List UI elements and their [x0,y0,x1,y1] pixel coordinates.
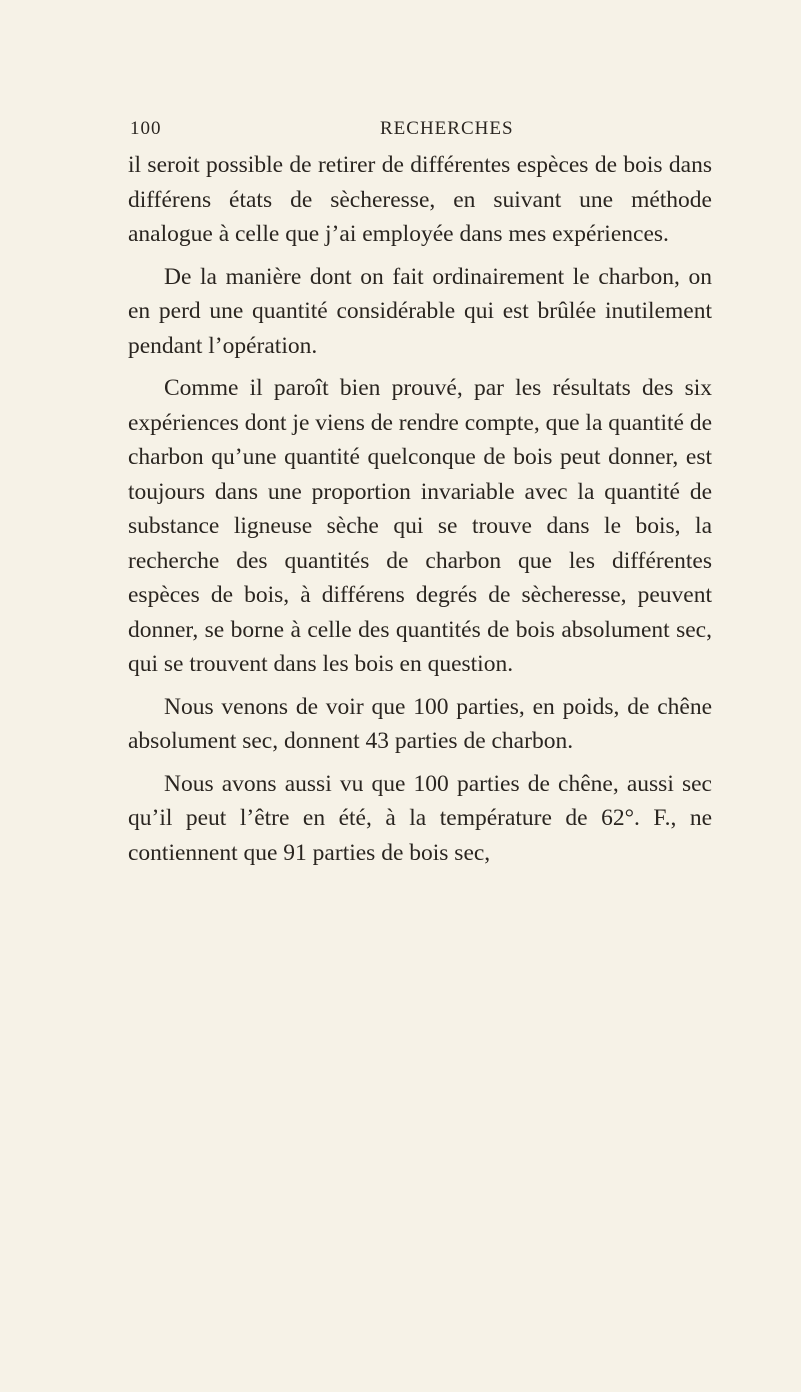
body-text [128,148,712,870]
page-header [130,118,710,144]
running-head: RECHERCHES [380,118,514,139]
paragraph-continuation: il seroit possible de retirer de différentes espèces de bois dans différens états de sècheresse, en suivant une méthode analogue à celle que j’ai employée dans mes expériences. [128,152,712,247]
paragraph-chene-ete: Nous avons aussi vu que 100 parties de chêne, aussi sec qu’il peut l’être en été, à la température de 62°. F., ne contiennent que 91 parties de bois sec, [128,770,712,866]
paragraph-proportion: Comme il paroît bien prouvé, par les résultats des six expériences dont je viens de rendre compte, que la quantité de charbon qu’une quantité quelconque de bois peut donner, est toujours dans une proportion invariable avec la quantité de substance ligneuse sèche qui se trouve dans le bois, la recherche des quantités de charbon que les différentes espèces de bois, à différens degrés de sècheresse, peuvent donner, se borne à celle des quantités de bois absolument sec, qui se trouvent dans les bois en question. [128,375,713,677]
page-number: 100 [130,118,162,139]
paragraph-charbon-method: De la manière dont on fait ordinairement le charbon, on en perd une quantité considérable qui est brûlée inutilement pendant l’opération. [128,263,712,359]
paragraph-chene-sec: Nous venons de voir que 100 parties, en poids, de chêne absolument sec, donnent 43 parties de charbon. [128,693,712,754]
